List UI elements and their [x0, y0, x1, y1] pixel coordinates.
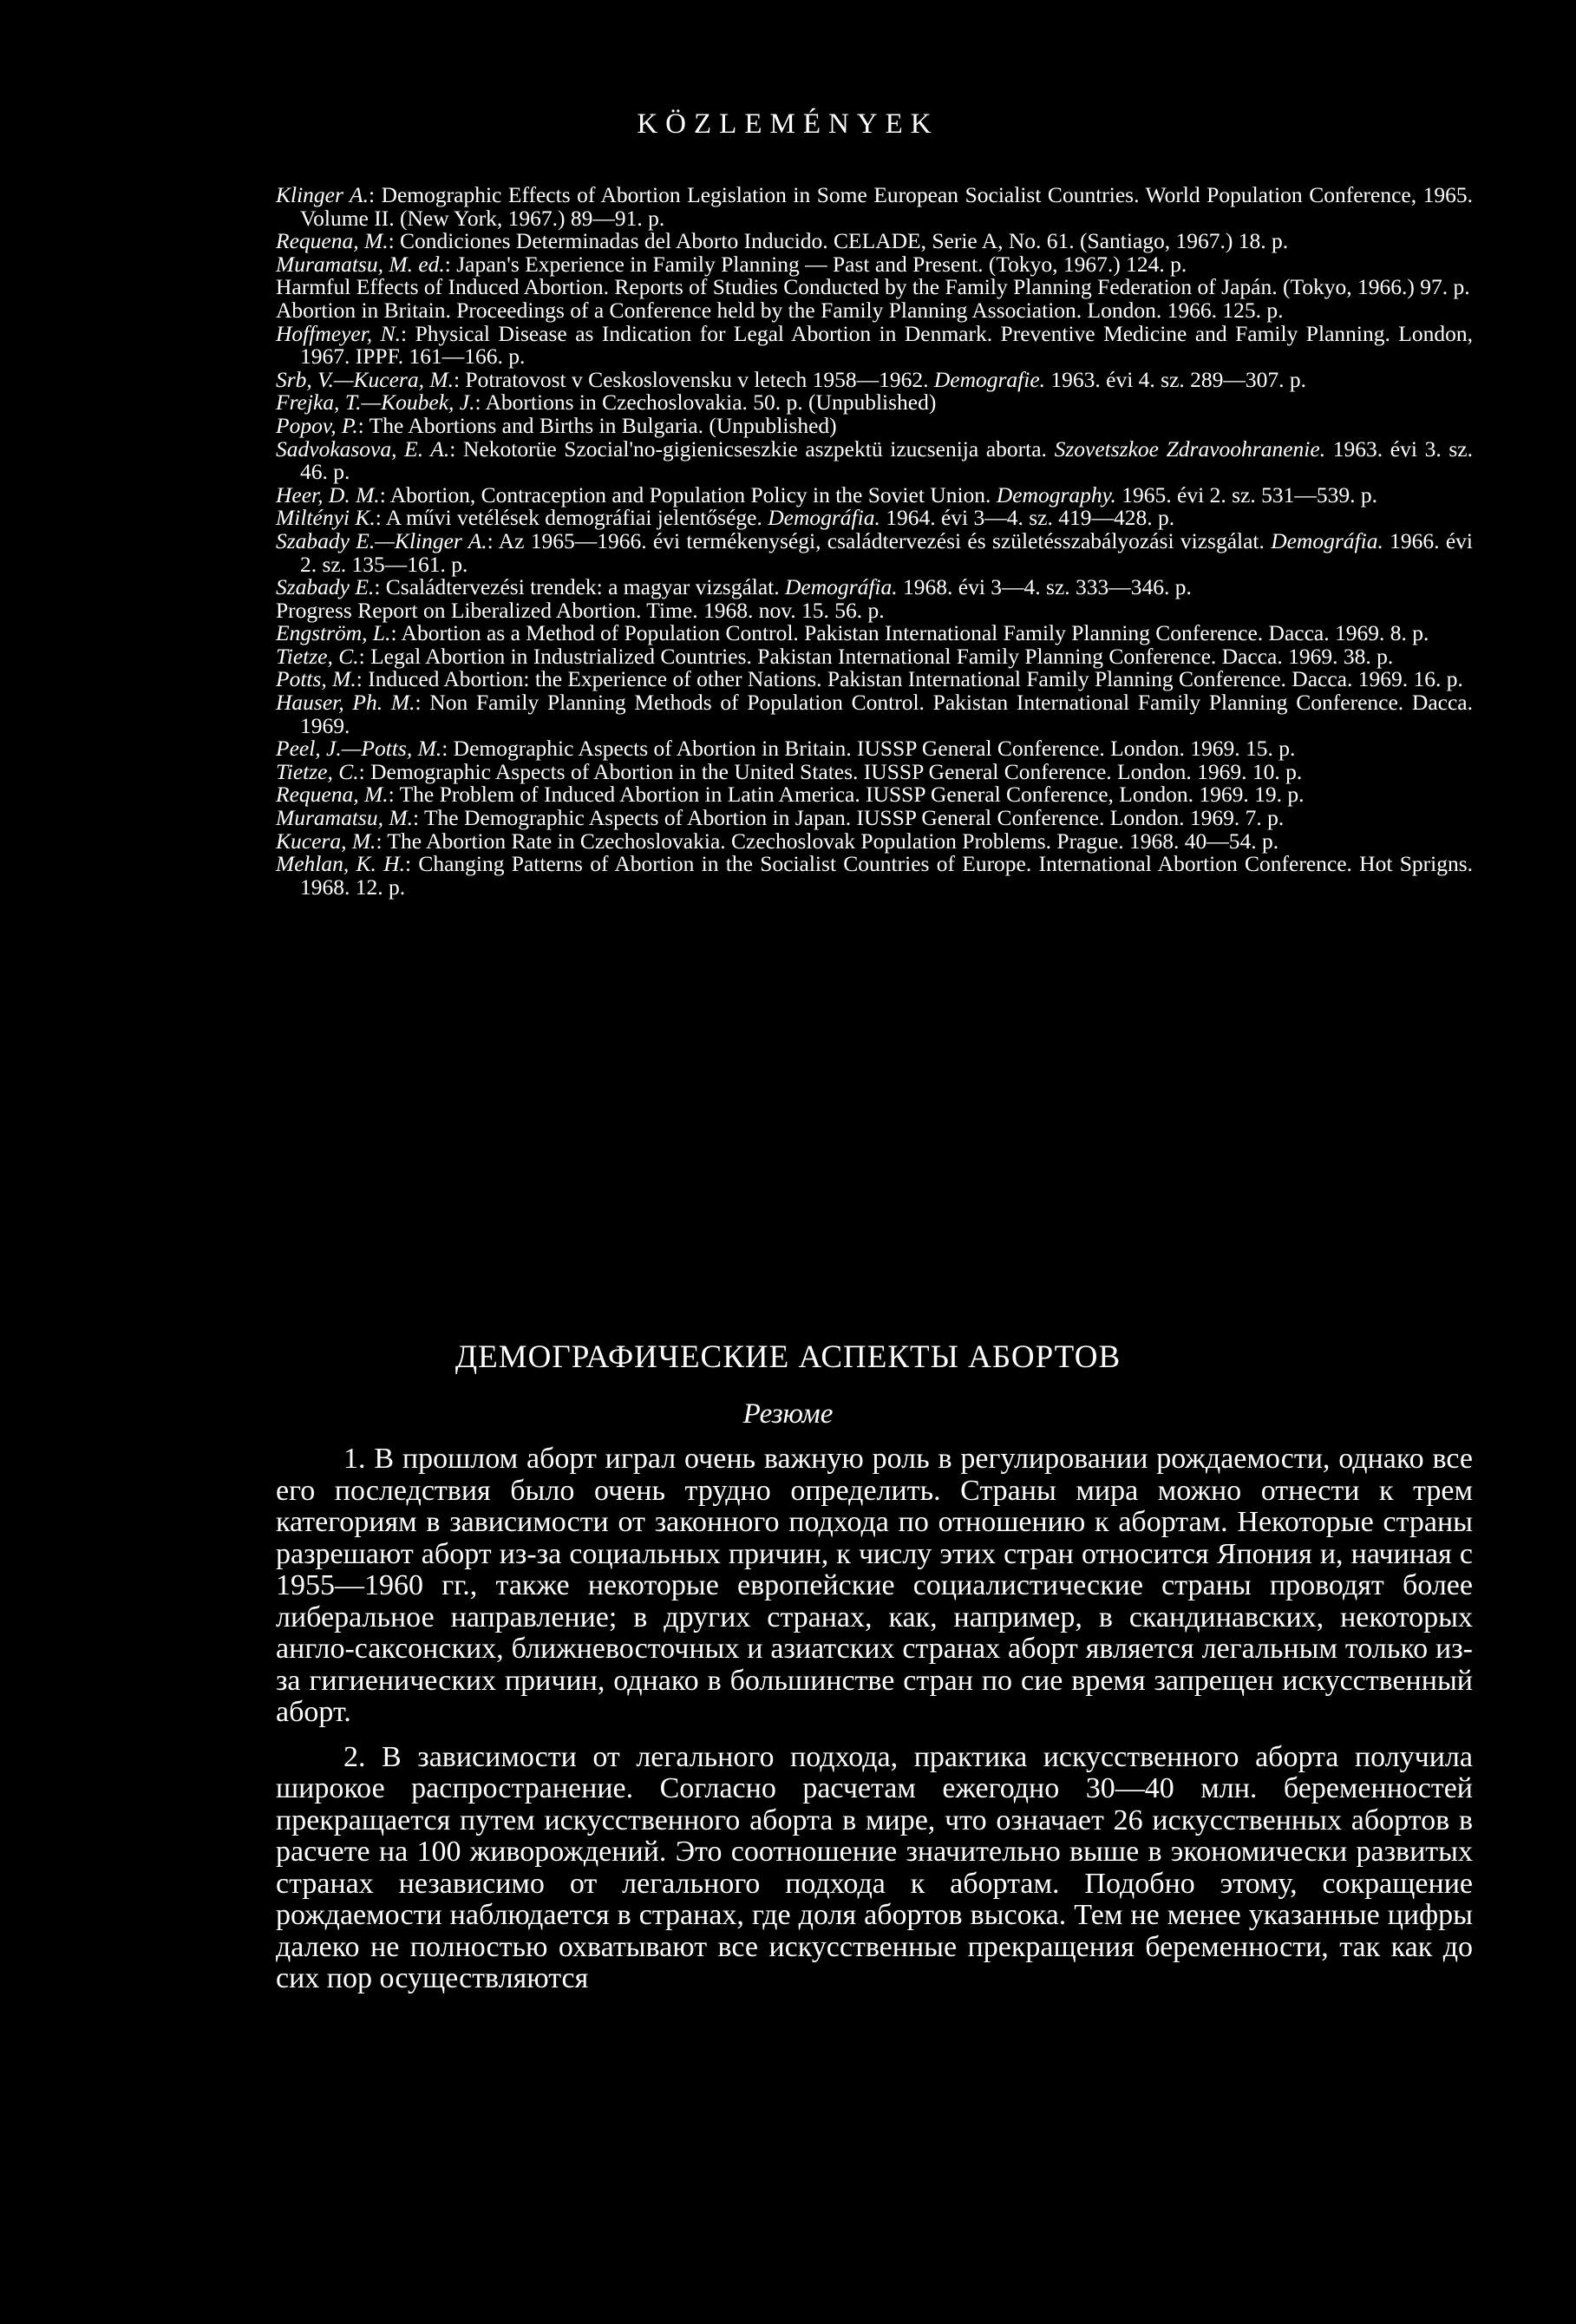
reference-author: Hoffmeyer, N.: [276, 320, 402, 346]
reference-item: [276, 366, 1473, 392]
reference-journal: Demography.: [996, 481, 1116, 507]
reference-item: [276, 276, 1473, 299]
reference-text: : Demographic Aspects of Abortion in the United States. IUSSP General Conference. London. 1969. 10. p.: [358, 758, 1303, 784]
reference-item: [276, 507, 1473, 530]
reference-item: [276, 807, 1473, 830]
reference-author: Frejka, T.—Koubek, J.: [276, 390, 475, 416]
reference-author: Peel, J.—Potts, M.: [276, 736, 442, 762]
reference-author: Muramatsu, M. ed.: [276, 251, 445, 277]
reference-text: : Induced Abortion: the Experience of other Nations. Pakistan International Family Planning Conference. Dacca. 1969. 16. p.: [356, 666, 1463, 692]
reference-text: : Demographic Effects of Abortion Legislation in Some European Socialist Countries. World Population Conference, 1965. Volume II. (New York, 1967.) 89—91. p.: [300, 182, 1473, 231]
reference-author: Heer, D. M.: [276, 481, 380, 507]
section-header: KÖZLEMÉNYEK: [637, 108, 939, 140]
reference-text: : Changing Patterns of Abortion in the Socialist Countries of Europe. International Abortion Conference. Hot Sprigns. 1968. 12. p.: [300, 851, 1474, 900]
reference-details: 1966. évi 2. sz. 135—161. p.: [300, 527, 1473, 577]
reference-item: [276, 412, 1473, 438]
reference-text: : Nekotorüe Szocial'no-gigienicseszkie aszpektü izucsenija aborta.: [449, 435, 1055, 462]
reference-text: : The Abortions and Births in Bulgaria. (Unpublished): [357, 412, 837, 438]
reference-author: Klinger A.: [276, 182, 369, 207]
reference-text: : Physical Disease as Indication for Legal Abortion in Denmark. Preventive Medicine and Family Planning. London, 1967. IPPF. 161—166. p.: [300, 320, 1474, 370]
reference-author: Mehlan, K. H.: [276, 851, 405, 877]
reference-item: [276, 853, 1473, 899]
summary-paragraph: 2. В зависимости от легального подхода, практика искусственного аборта получила широкое распространение. Согласно расчетам ежегодно 30—40 млн. беременностей прекращается путем искусственного аборта в мире, что означает 26 искусственных абортов в расчете на 100 живорождений. Это соотношение значительно выше в экономически развитых странах независимо от легального подхода к абортам. Подобно этому, сокращение рождаемости наблюдается в странах, где доля абортов высока. Тем не менее указанные цифры далеко не полностью охватывают все искусственные прекращения беременности, так как до сих пор осуществляются: [276, 1740, 1473, 1994]
reference-author: Srb, V.—Kucera, M.: [276, 366, 454, 392]
reference-item: [276, 253, 1473, 277]
reference-text: : The Problem of Induced Abortion in Latin America. IUSSP General Conference, London. 1969. 19. p.: [388, 782, 1305, 808]
reference-author: Szabady E.—Klinger A.: [276, 527, 487, 553]
reference-item: [276, 230, 1473, 253]
reference-details: 1964. évi 3—4. sz. 419—428. p.: [880, 505, 1175, 531]
summary-body: [276, 1443, 1473, 2008]
reference-item: [276, 576, 1473, 599]
reference-item: [276, 320, 1474, 370]
reference-item: [276, 184, 1473, 230]
reference-author: Miltényi K.: [276, 505, 376, 531]
reference-item: [276, 299, 1473, 323]
reference-author: Kucera, M.: [276, 828, 376, 854]
reference-text: Harmful Effects of Induced Abortion. Reports of Studies Conducted by the Family Planning Federation of Japán. (Tokyo, 1966.) 97. p.: [276, 274, 1470, 300]
reference-item: [276, 599, 1473, 623]
reference-author: Tietze, C.: [276, 758, 359, 784]
reference-author: Popov, P.: [276, 412, 358, 438]
reference-item: [276, 481, 1473, 507]
reference-text: Progress Report on Liberalized Abortion. Time. 1968. nov. 15. 56. p.: [276, 597, 885, 623]
reference-journal: Szovetszkoe Zdravoohranenie.: [1054, 435, 1326, 462]
reference-item: [276, 645, 1473, 669]
reference-item: [276, 783, 1473, 807]
reference-text: : Családtervezési trendek: a magyar vizsgálat.: [374, 574, 786, 600]
reference-text: : Abortions in Czechoslovakia. 50. p. (Unpublished): [474, 390, 937, 416]
summary-subtitle: Резюме: [742, 1398, 834, 1430]
reference-item: [276, 737, 1473, 761]
reference-text: : Condiciones Determinadas del Aborto Inducido. CELADE, Serie A, No. 61. (Santiago, 1967.) 18. p.: [388, 228, 1289, 254]
reference-author: Requena, M.: [276, 228, 389, 254]
reference-text: : Az 1965—1966. évi termékenységi, családtervezési és születésszabályozási vizsgálat.: [487, 527, 1272, 553]
reference-item: [276, 830, 1473, 854]
reference-text: : Abortion as a Method of Population Control. Pakistan International Family Planning Conference. Dacca. 1969. 8. p.: [390, 620, 1429, 646]
reference-journal: Demografie.: [933, 366, 1046, 392]
reference-author: Hauser, Ph. M.: [276, 690, 415, 716]
reference-details: 1965. évi 2. sz. 531—539. p.: [1115, 481, 1377, 507]
reference-author: Sadvokasova, E. A.: [276, 435, 450, 462]
reference-details: 1963. évi 3. sz. 46. p.: [300, 435, 1473, 485]
reference-item: [276, 622, 1473, 645]
reference-details: 1963. évi 4. sz. 289—307. p.: [1045, 366, 1307, 392]
reference-list: [276, 184, 1473, 899]
reference-text: : Demographic Aspects of Abortion in Britain. IUSSP General Conference. London. 1969. 15. p.: [441, 736, 1296, 762]
reference-author: Engström, L.: [276, 620, 391, 646]
reference-item: [276, 691, 1473, 737]
reference-author: Potts, M.: [276, 666, 356, 692]
reference-journal: Demográfia.: [785, 574, 898, 600]
reference-item: [276, 527, 1473, 577]
reference-text: : Japan's Experience in Family Planning — Past and Present. (Tokyo, 1967.) 124. p.: [444, 251, 1187, 277]
reference-text: Abortion in Britain. Proceedings of a Conference held by the Family Planning Association. London. 1966. 125. p.: [276, 297, 1284, 323]
reference-text: : The Abortion Rate in Czechoslovakia. Czechoslovak Population Problems. Prague. 1968. 40—54. p.: [376, 828, 1279, 854]
reference-text: : Abortion, Contraception and Population Policy in the Soviet Union.: [379, 481, 997, 507]
reference-journal: Demográfia.: [768, 505, 880, 531]
reference-item: [276, 758, 1473, 784]
section-title: ДЕМОГРАФИЧЕСКИЕ АСПЕКТЫ АБОРТОВ: [454, 1339, 1122, 1375]
reference-text: : Potratovost v Ceskoslovensku v letech 1958—1962.: [453, 366, 934, 392]
reference-author: Muramatsu, M.: [276, 805, 413, 831]
reference-item: [276, 668, 1473, 691]
reference-text: : Legal Abortion in Industrialized Countries. Pakistan International Family Planning Conference. Dacca. 1969. 38. p.: [358, 643, 1394, 669]
reference-text: : The Demographic Aspects of Abortion in Japan. IUSSP General Conference. London. 1969. 7. p.: [412, 805, 1285, 831]
reference-item: [276, 435, 1473, 485]
reference-journal: Demográfia.: [1271, 527, 1383, 553]
reference-text: : Non Family Planning Methods of Population Control. Pakistan International Family Planning Conference. Dacca. 1969.: [300, 690, 1473, 738]
reference-item: [276, 391, 1473, 415]
reference-author: Requena, M.: [276, 782, 389, 808]
reference-author: Szabady E.: [276, 574, 375, 600]
reference-text: : A művi vetélések demográfiai jelentősége.: [375, 505, 768, 531]
reference-author: Tietze, C.: [276, 643, 359, 669]
reference-details: 1968. évi 3—4. sz. 333—346. p.: [897, 574, 1192, 600]
summary-paragraph: 1. В прошлом аборт играл очень важную роль в регулировании рождаемости, однако все его последствия было очень трудно определить. Страны мира можно отнести к трем категориям в зависимости от законного подхода по отношению к абортам. Некоторые страны разрешают аборт из-за социальных причин, к числу этих стран относится Япония и, начиная с 1955—1960 гг., также некоторые европейские социалистические страны проводят более либеральное направление; в других странах, как, например, в скандинавских, некоторых англо-саксонских, ближневосточных и азиатских странах аборт является легальным только из-за гигиенических причин, однако в большинстве стран по сие время запрещен искусственный аборт.: [276, 1443, 1473, 1728]
